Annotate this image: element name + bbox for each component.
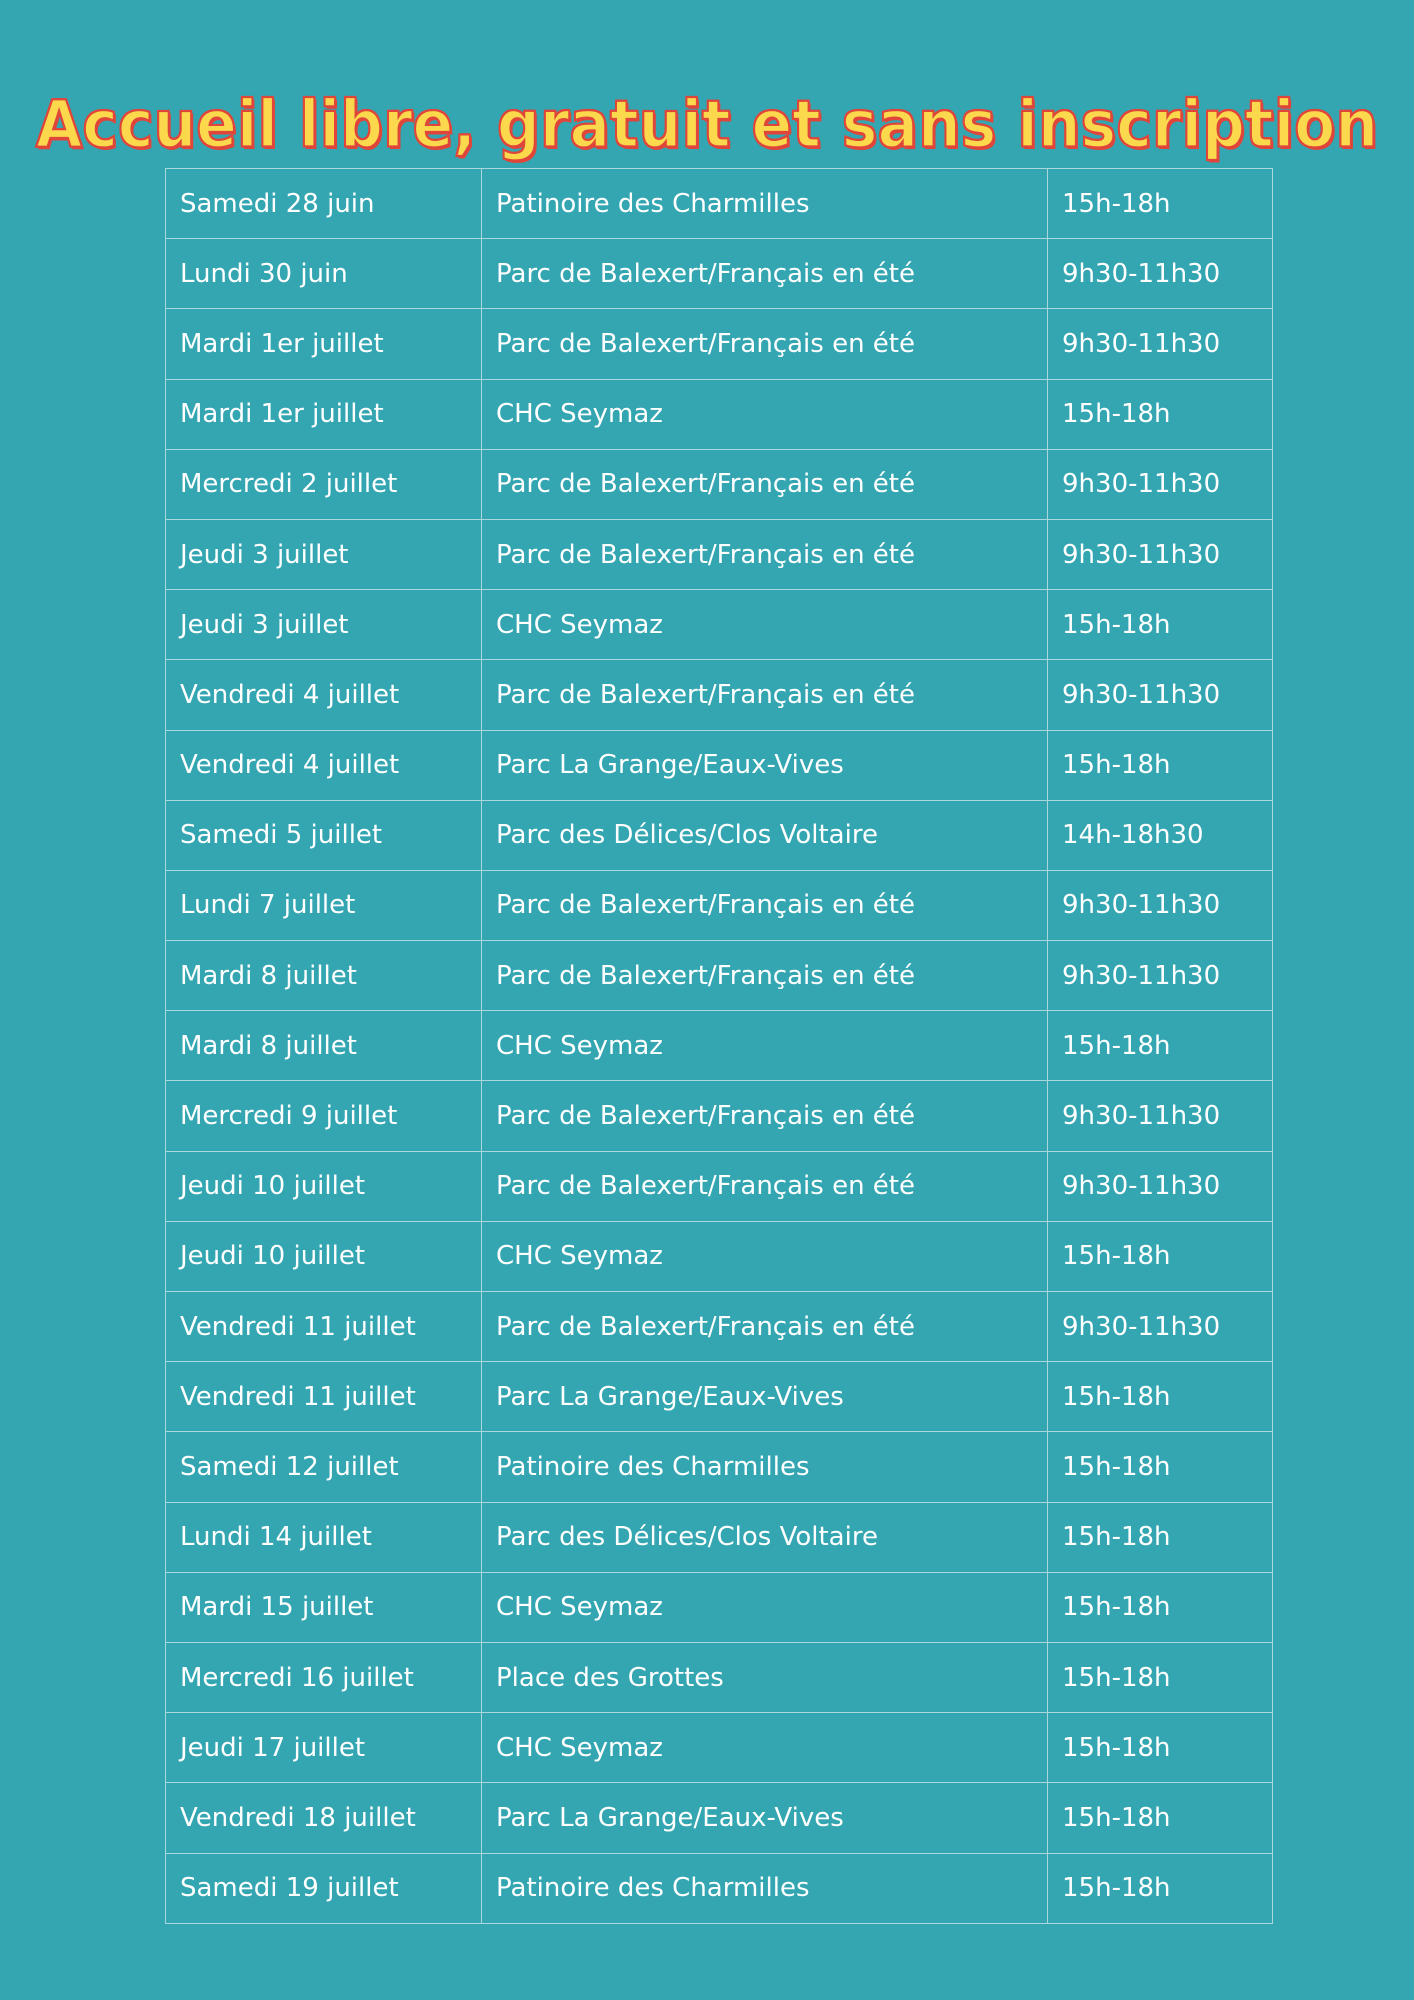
time-cell: 9h30-11h30 (1048, 870, 1273, 940)
table-row (166, 1853, 1273, 1923)
date-cell: Lundi 30 juin (166, 239, 482, 309)
time-cell: 15h-18h (1048, 590, 1273, 660)
place-cell: Parc de Balexert/Français en été (482, 1081, 1048, 1151)
table-row (166, 519, 1273, 589)
table-row (166, 1151, 1273, 1221)
date-cell: Mardi 8 juillet (166, 941, 482, 1011)
place-cell: Parc de Balexert/Français en été (482, 660, 1048, 730)
place-cell: Parc de Balexert/Français en été (482, 309, 1048, 379)
time-cell: 9h30-11h30 (1048, 239, 1273, 309)
table-row (166, 449, 1273, 519)
place-cell: Parc La Grange/Eaux-Vives (482, 1783, 1048, 1853)
date-cell: Mercredi 16 juillet (166, 1642, 482, 1712)
time-cell: 15h-18h (1048, 1642, 1273, 1712)
time-cell: 15h-18h (1048, 379, 1273, 449)
table-row (166, 941, 1273, 1011)
time-cell: 15h-18h (1048, 1221, 1273, 1291)
place-cell: Patinoire des Charmilles (482, 1853, 1048, 1923)
place-cell: Parc de Balexert/Français en été (482, 239, 1048, 309)
date-cell: Mardi 15 juillet (166, 1572, 482, 1642)
table-row (166, 1292, 1273, 1362)
time-cell: 15h-18h (1048, 1783, 1273, 1853)
date-cell: Jeudi 10 juillet (166, 1151, 482, 1221)
place-cell: Parc de Balexert/Français en été (482, 519, 1048, 589)
date-cell: Vendredi 11 juillet (166, 1292, 482, 1362)
time-cell: 9h30-11h30 (1048, 449, 1273, 519)
date-cell: Vendredi 4 juillet (166, 660, 482, 730)
place-cell: Parc de Balexert/Français en été (482, 1151, 1048, 1221)
date-cell: Vendredi 18 juillet (166, 1783, 482, 1853)
place-cell: Parc de Balexert/Français en été (482, 1292, 1048, 1362)
schedule-table-body (166, 169, 1273, 1924)
page-title: Accueil libre, gratuit et sans inscription (35, 87, 1379, 163)
place-cell: CHC Seymaz (482, 379, 1048, 449)
place-cell: CHC Seymaz (482, 1011, 1048, 1081)
table-row (166, 1432, 1273, 1502)
time-cell: 15h-18h (1048, 1432, 1273, 1502)
table-row (166, 239, 1273, 309)
date-cell: Lundi 14 juillet (166, 1502, 482, 1572)
table-row (166, 379, 1273, 449)
date-cell: Jeudi 10 juillet (166, 1221, 482, 1291)
table-row (166, 1642, 1273, 1712)
time-cell: 15h-18h (1048, 1502, 1273, 1572)
place-cell: Parc de Balexert/Français en été (482, 449, 1048, 519)
place-cell: Parc de Balexert/Français en été (482, 941, 1048, 1011)
time-cell: 15h-18h (1048, 730, 1273, 800)
date-cell: Mardi 1er juillet (166, 309, 482, 379)
date-cell: Mercredi 9 juillet (166, 1081, 482, 1151)
time-cell: 15h-18h (1048, 169, 1273, 239)
time-cell: 15h-18h (1048, 1572, 1273, 1642)
date-cell: Samedi 19 juillet (166, 1853, 482, 1923)
time-cell: 9h30-11h30 (1048, 309, 1273, 379)
place-cell: Parc des Délices/Clos Voltaire (482, 1502, 1048, 1572)
table-row (166, 870, 1273, 940)
date-cell: Jeudi 17 juillet (166, 1713, 482, 1783)
place-cell: Parc de Balexert/Français en été (482, 870, 1048, 940)
time-cell: 9h30-11h30 (1048, 519, 1273, 589)
table-row (166, 730, 1273, 800)
time-cell: 15h-18h (1048, 1853, 1273, 1923)
table-row (166, 169, 1273, 239)
schedule-table (165, 168, 1273, 1924)
time-cell: 15h-18h (1048, 1713, 1273, 1783)
date-cell: Jeudi 3 juillet (166, 519, 482, 589)
time-cell: 9h30-11h30 (1048, 941, 1273, 1011)
time-cell: 15h-18h (1048, 1362, 1273, 1432)
time-cell: 9h30-11h30 (1048, 1151, 1273, 1221)
table-row (166, 1783, 1273, 1853)
table-row (166, 660, 1273, 730)
place-cell: CHC Seymaz (482, 590, 1048, 660)
place-cell: CHC Seymaz (482, 1572, 1048, 1642)
table-row (166, 800, 1273, 870)
table-row (166, 1362, 1273, 1432)
place-cell: CHC Seymaz (482, 1221, 1048, 1291)
table-row (166, 1502, 1273, 1572)
table-row (166, 1221, 1273, 1291)
date-cell: Mercredi 2 juillet (166, 449, 482, 519)
table-row (166, 309, 1273, 379)
table-row (166, 590, 1273, 660)
date-cell: Vendredi 4 juillet (166, 730, 482, 800)
date-cell: Mardi 8 juillet (166, 1011, 482, 1081)
date-cell: Samedi 5 juillet (166, 800, 482, 870)
date-cell: Mardi 1er juillet (166, 379, 482, 449)
place-cell: Place des Grottes (482, 1642, 1048, 1712)
table-row (166, 1713, 1273, 1783)
place-cell: Parc La Grange/Eaux-Vives (482, 1362, 1048, 1432)
date-cell: Samedi 28 juin (166, 169, 482, 239)
table-row (166, 1081, 1273, 1151)
time-cell: 9h30-11h30 (1048, 660, 1273, 730)
time-cell: 9h30-11h30 (1048, 1292, 1273, 1362)
place-cell: Parc des Délices/Clos Voltaire (482, 800, 1048, 870)
place-cell: Patinoire des Charmilles (482, 1432, 1048, 1502)
date-cell: Vendredi 11 juillet (166, 1362, 482, 1432)
time-cell: 9h30-11h30 (1048, 1081, 1273, 1151)
date-cell: Jeudi 3 juillet (166, 590, 482, 660)
place-cell: CHC Seymaz (482, 1713, 1048, 1783)
table-row (166, 1572, 1273, 1642)
date-cell: Lundi 7 juillet (166, 870, 482, 940)
table-row (166, 1011, 1273, 1081)
place-cell: Parc La Grange/Eaux-Vives (482, 730, 1048, 800)
time-cell: 14h-18h30 (1048, 800, 1273, 870)
place-cell: Patinoire des Charmilles (482, 169, 1048, 239)
time-cell: 15h-18h (1048, 1011, 1273, 1081)
date-cell: Samedi 12 juillet (166, 1432, 482, 1502)
